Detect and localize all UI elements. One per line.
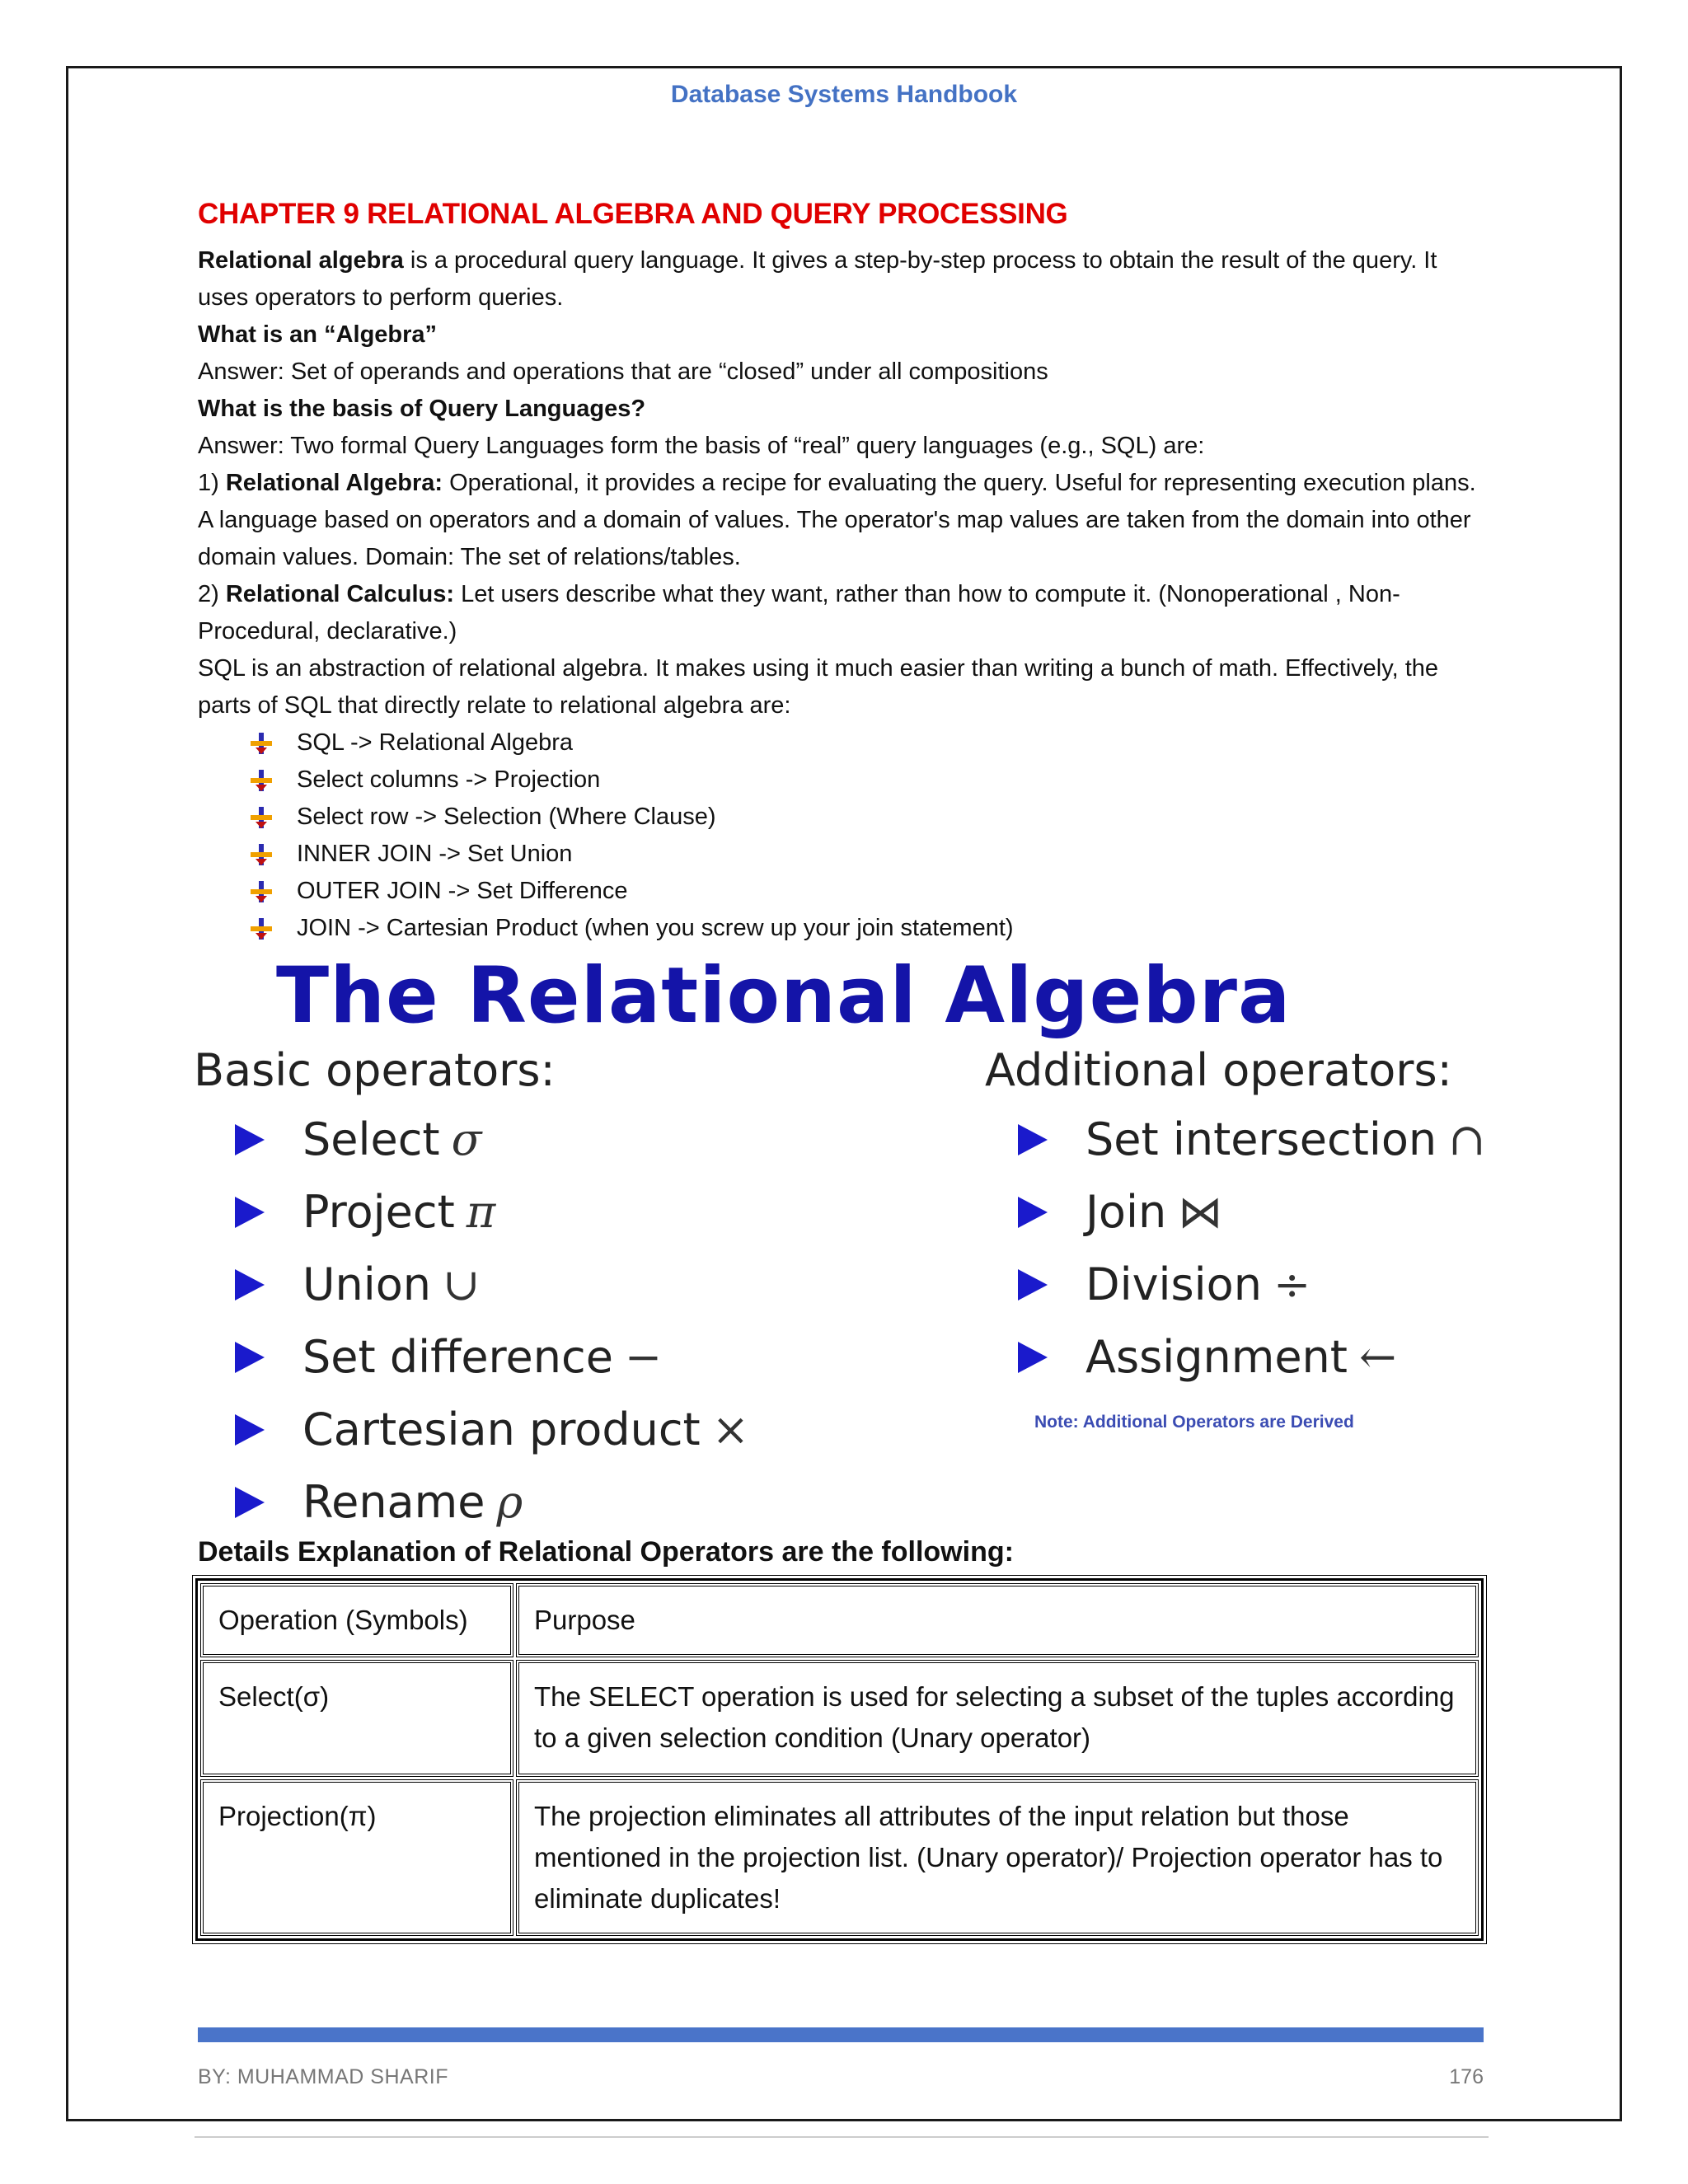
question-text: What is the basis of Query Languages? [198, 396, 646, 422]
operator-label: Set intersection [1085, 1113, 1437, 1165]
table-header-cell: Operation (Symbols) [200, 1583, 513, 1657]
operator-label: Division [1085, 1258, 1262, 1310]
table-row [200, 1660, 1479, 1777]
triangle-bullet-icon [235, 1487, 265, 1518]
arrow-bullet-icon [249, 805, 282, 830]
triangle-bullet-icon [235, 1197, 265, 1228]
table-cell: The projection eliminates all attributes of the input relation but those mentioned in the projection list. (Unary operator)/ Projection operator has to eliminate duplicates! [516, 1779, 1479, 1936]
page-number: 176 [1449, 2065, 1484, 2088]
details-heading: Details Explanation of Relational Operators are the following: [198, 1536, 1014, 1568]
list-item [249, 724, 1484, 762]
relational-algebra-figure [194, 951, 1504, 1532]
list-item [249, 873, 1484, 910]
operator-symbol: ∪ [443, 1258, 481, 1310]
question-text: What is an “Algebra” [198, 321, 438, 348]
operator-item [235, 1394, 749, 1466]
intro-paragraph [198, 242, 1484, 316]
running-header: Database Systems Handbook [670, 81, 1018, 108]
table-cell: The SELECT operation is used for selecting a subset of the tuples according to a given selection condition (Unary operator) [516, 1660, 1479, 1777]
list-item [249, 910, 1484, 947]
footer-author: BY: MUHAMMAD SHARIF [198, 2065, 448, 2088]
operator-symbol: π [466, 1186, 496, 1238]
arrow-bullet-icon [249, 916, 282, 941]
operator-item [235, 1104, 749, 1176]
table-header-cell: Purpose [516, 1583, 1479, 1657]
chapter-title: CHAPTER 9 RELATIONAL ALGEBRA AND QUERY PROCESSING [198, 198, 1068, 230]
operator-item [235, 1176, 749, 1249]
triangle-bullet-icon [235, 1414, 265, 1446]
operator-item [235, 1249, 749, 1321]
operator-label: Union [302, 1258, 432, 1310]
list-item-text: INNER JOIN -> Set Union [297, 841, 573, 867]
item-term: Relational Algebra: [225, 470, 443, 496]
sql-mapping-list [249, 724, 1484, 947]
additional-operators-heading: Additional operators: [985, 1044, 1452, 1096]
arrow-bullet-icon [249, 768, 282, 793]
triangle-bullet-icon [1018, 1197, 1048, 1228]
answer-algebra: Answer: Set of operands and operations that are “closed” under all compositions [198, 359, 1048, 385]
item-text: Let users describe what they want, rather than how to compute it. (Nonoperational , Non-Procedural, declarative.) [198, 581, 1400, 644]
additional-operators-list [1018, 1104, 1485, 1394]
operator-symbol: × [711, 1404, 749, 1455]
operators-table [195, 1578, 1484, 1941]
operator-item [1018, 1321, 1485, 1394]
arrow-bullet-icon [249, 879, 282, 904]
operator-label: Select [302, 1113, 440, 1165]
relational-calculus-item [198, 576, 1484, 650]
list-item [249, 836, 1484, 873]
item-term: Relational Calculus: [225, 581, 455, 607]
question-algebra [198, 316, 1484, 354]
table-cell: Projection(π) [200, 1779, 513, 1936]
operator-symbol: ⋈ [1178, 1186, 1223, 1238]
arrow-bullet-icon [249, 842, 282, 867]
operator-symbol: − [624, 1331, 663, 1383]
operator-symbol: σ [451, 1113, 482, 1165]
list-item-text: Select row -> Selection (Where Clause) [297, 804, 716, 830]
answer-basis: Answer: Two formal Query Languages form the basis of “real” query languages (e.g., SQL) are: [198, 433, 1205, 459]
intro-text: is a procedural query language. It gives a step-by-step process to obtain the result of the query. It uses operators to perform queries. [198, 247, 1437, 311]
list-item [249, 762, 1484, 799]
operator-symbol: ρ [496, 1476, 523, 1528]
operator-item [1018, 1249, 1485, 1321]
footer-bar [198, 2027, 1484, 2042]
basic-operators-heading: Basic operators: [194, 1044, 556, 1096]
triangle-bullet-icon [235, 1269, 265, 1301]
operator-symbol: ← [1358, 1331, 1397, 1383]
page-content [194, 198, 1486, 1941]
triangle-bullet-icon [1018, 1342, 1048, 1373]
operator-symbol: ∩ [1448, 1113, 1486, 1165]
operator-label: Assignment [1085, 1331, 1348, 1383]
intro-term: Relational algebra [198, 247, 404, 274]
operator-label: Cartesian product [302, 1404, 701, 1455]
triangle-bullet-icon [1018, 1124, 1048, 1155]
triangle-bullet-icon [1018, 1269, 1048, 1301]
relational-algebra-item [198, 465, 1484, 576]
operator-item [1018, 1176, 1485, 1249]
triangle-bullet-icon [235, 1124, 265, 1155]
list-item-text: Select columns -> Projection [297, 766, 601, 793]
item-number: 1) [198, 470, 226, 496]
operator-symbol: ÷ [1273, 1258, 1311, 1310]
item-number: 2) [198, 581, 226, 607]
table-row [200, 1779, 1479, 1936]
operator-label: Join [1085, 1186, 1167, 1238]
triangle-bullet-icon [235, 1342, 265, 1373]
list-item-text: SQL -> Relational Algebra [297, 729, 574, 756]
item-text: Operational, it provides a recipe for evaluating the query. Useful for representing execution plans. A language based on operators and a domain of values. The operator's map values are taken from the domain into other domain values. Domain: The set of relations/tables. [198, 470, 1476, 570]
list-item-text: JOIN -> Cartesian Product (when you screw up your join statement) [297, 915, 1014, 941]
operator-item [1018, 1104, 1485, 1176]
list-item [249, 799, 1484, 836]
table-cell: Select(σ) [200, 1660, 513, 1777]
operator-label: Project [302, 1186, 455, 1238]
operator-item [235, 1466, 749, 1539]
operator-label: Set difference [302, 1331, 613, 1383]
question-basis [198, 391, 1484, 428]
bottom-rule [195, 2136, 1489, 2138]
figure-note: Note: Additional Operators are Derived [1034, 1413, 1354, 1432]
basic-operators-list [235, 1104, 749, 1539]
operator-item [235, 1321, 749, 1394]
figure-title: The Relational Algebra [276, 951, 1292, 1041]
operator-label: Rename [302, 1476, 485, 1528]
list-item-text: OUTER JOIN -> Set Difference [297, 878, 628, 904]
table-header-row [200, 1583, 1479, 1657]
arrow-bullet-icon [249, 731, 282, 756]
sql-paragraph: SQL is an abstraction of relational algebra. It makes using it much easier than writing a bunch of math. Effectively, the parts of SQL that directly relate to relational algebra are: [198, 655, 1439, 719]
